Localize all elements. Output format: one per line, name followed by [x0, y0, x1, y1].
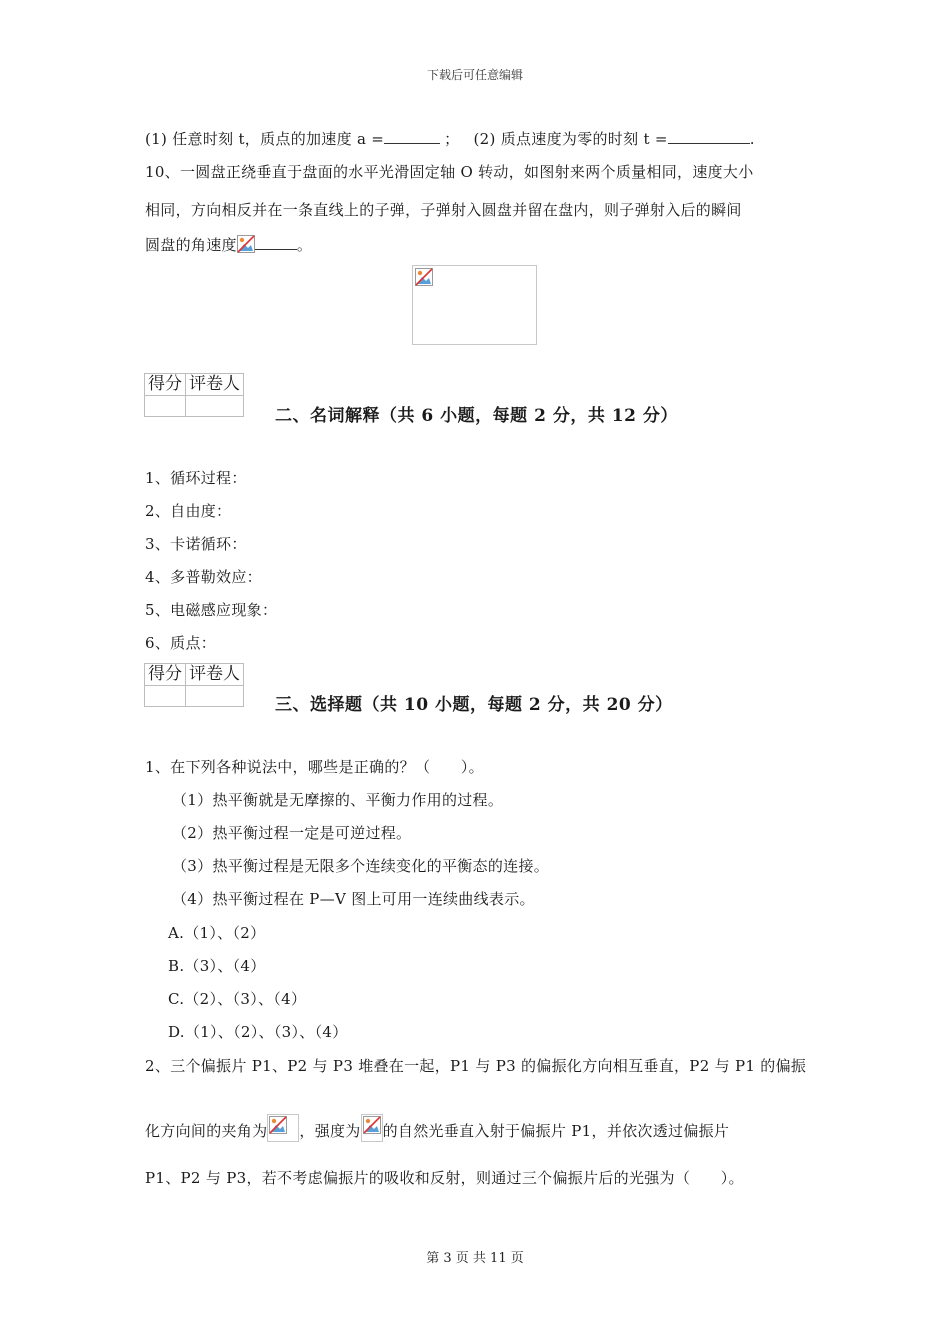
grader-label: 评卷人	[186, 374, 244, 396]
mc-q2-line2	[145, 1114, 729, 1142]
mc-q2-line2-a: 化方向间的夹角为	[145, 1122, 268, 1140]
broken-image-icon	[269, 1116, 287, 1134]
mc-q2-line2-b: ，强度为	[299, 1122, 361, 1140]
q10-line3	[145, 234, 312, 255]
grader-label: 评卷人	[186, 664, 244, 686]
q10-answer-blank[interactable]	[255, 248, 297, 250]
grader-cell[interactable]	[186, 686, 244, 707]
score-cell[interactable]	[145, 396, 186, 417]
section2-title: 二、名词解释（共 6 小题，每题 2 分，共 12 分）	[275, 406, 678, 426]
mc-q1-option-a[interactable]: A.（1）、（2）	[168, 924, 266, 942]
angle-image	[267, 1114, 299, 1142]
q9-part1: (1) 任意时刻 t，质点的加速度 a =	[145, 130, 385, 148]
mc-q1-statement-3: （3）热平衡过程是无限多个连续变化的平衡态的连接。	[172, 857, 550, 875]
mc-q2-line2-c: 的自然光垂直入射于偏振片 P1，并依次透过偏振片	[382, 1122, 730, 1140]
q9-part2: (2) 质点速度为零的时刻 t =	[473, 130, 668, 148]
score-label: 得分	[145, 374, 186, 396]
q9-answer-blank-b[interactable]	[668, 142, 750, 144]
term-item-5: 5、电磁感应现象：	[145, 601, 278, 619]
term-item-1: 1、循环过程：	[145, 469, 247, 487]
score-table-1	[144, 373, 244, 417]
intensity-image	[361, 1114, 383, 1142]
page-header: 下载后可任意编辑	[426, 68, 523, 82]
mc-q1-option-b[interactable]: B.（3）、（4）	[168, 957, 266, 975]
q9-sep: ；	[444, 130, 460, 148]
mc-q1-statement-2: （2）热平衡过程一定是可逆过程。	[172, 824, 412, 842]
q9-end: .	[749, 130, 755, 148]
mc-q1-option-c[interactable]: C.（2）、（3）、（4）	[168, 990, 307, 1008]
section3-title: 三、选择题（共 10 小题，每题 2 分，共 20 分）	[275, 695, 673, 715]
mc-q2-line3: P1、P2 与 P3，若不考虑偏振片的吸收和反射，则通过三个偏振片后的光强为（ ）。	[145, 1169, 744, 1187]
q10-line3-pre: 圆盘的角速度	[145, 236, 237, 254]
score-cell[interactable]	[145, 686, 186, 707]
mc-q1-stem: 1、在下列各种说法中，哪些是正确的？（ ）。	[145, 758, 484, 776]
score-table-2	[144, 663, 244, 707]
grader-cell[interactable]	[186, 396, 244, 417]
q9-line	[145, 128, 755, 149]
mc-q1-statement-4: （4）热平衡过程在 P—V 图上可用一连续曲线表示。	[172, 890, 535, 908]
broken-image-icon	[363, 1116, 381, 1134]
omega-image-icon	[237, 235, 255, 253]
term-item-4: 4、多普勒效应：	[145, 568, 262, 586]
broken-image-icon	[415, 268, 433, 286]
score-label: 得分	[145, 664, 186, 686]
q10-line1: 10、一圆盘正绕垂直于盘面的水平光滑固定轴 O 转动，如图射来两个质量相同，速度大小	[145, 163, 754, 181]
term-item-6: 6、质点：	[145, 634, 217, 652]
term-item-3: 3、卡诺循环：	[145, 535, 247, 553]
q10-line2: 相同，方向相反并在一条直线上的子弹，子弹射入圆盘并留在盘内，则子弹射入后的瞬间	[145, 201, 742, 219]
q9-answer-blank-a[interactable]	[384, 142, 440, 144]
mc-q2-line1: 2、三个偏振片 P1、P2 与 P3 堆叠在一起，P1 与 P3 的偏振化方向相互垂直，P2 与 P1 的偏振	[145, 1057, 807, 1075]
term-item-2: 2、自由度：	[145, 502, 232, 520]
q10-line3-post: 。	[296, 236, 313, 254]
mc-q1-statement-1: （1）热平衡就是无摩擦的、平衡力作用的过程。	[172, 791, 504, 809]
page-footer: 第 3 页 共 11 页	[426, 1251, 524, 1266]
disc-figure-image	[412, 265, 537, 345]
mc-q1-option-d[interactable]: D.（1）、（2）、（3）、（4）	[168, 1023, 348, 1041]
